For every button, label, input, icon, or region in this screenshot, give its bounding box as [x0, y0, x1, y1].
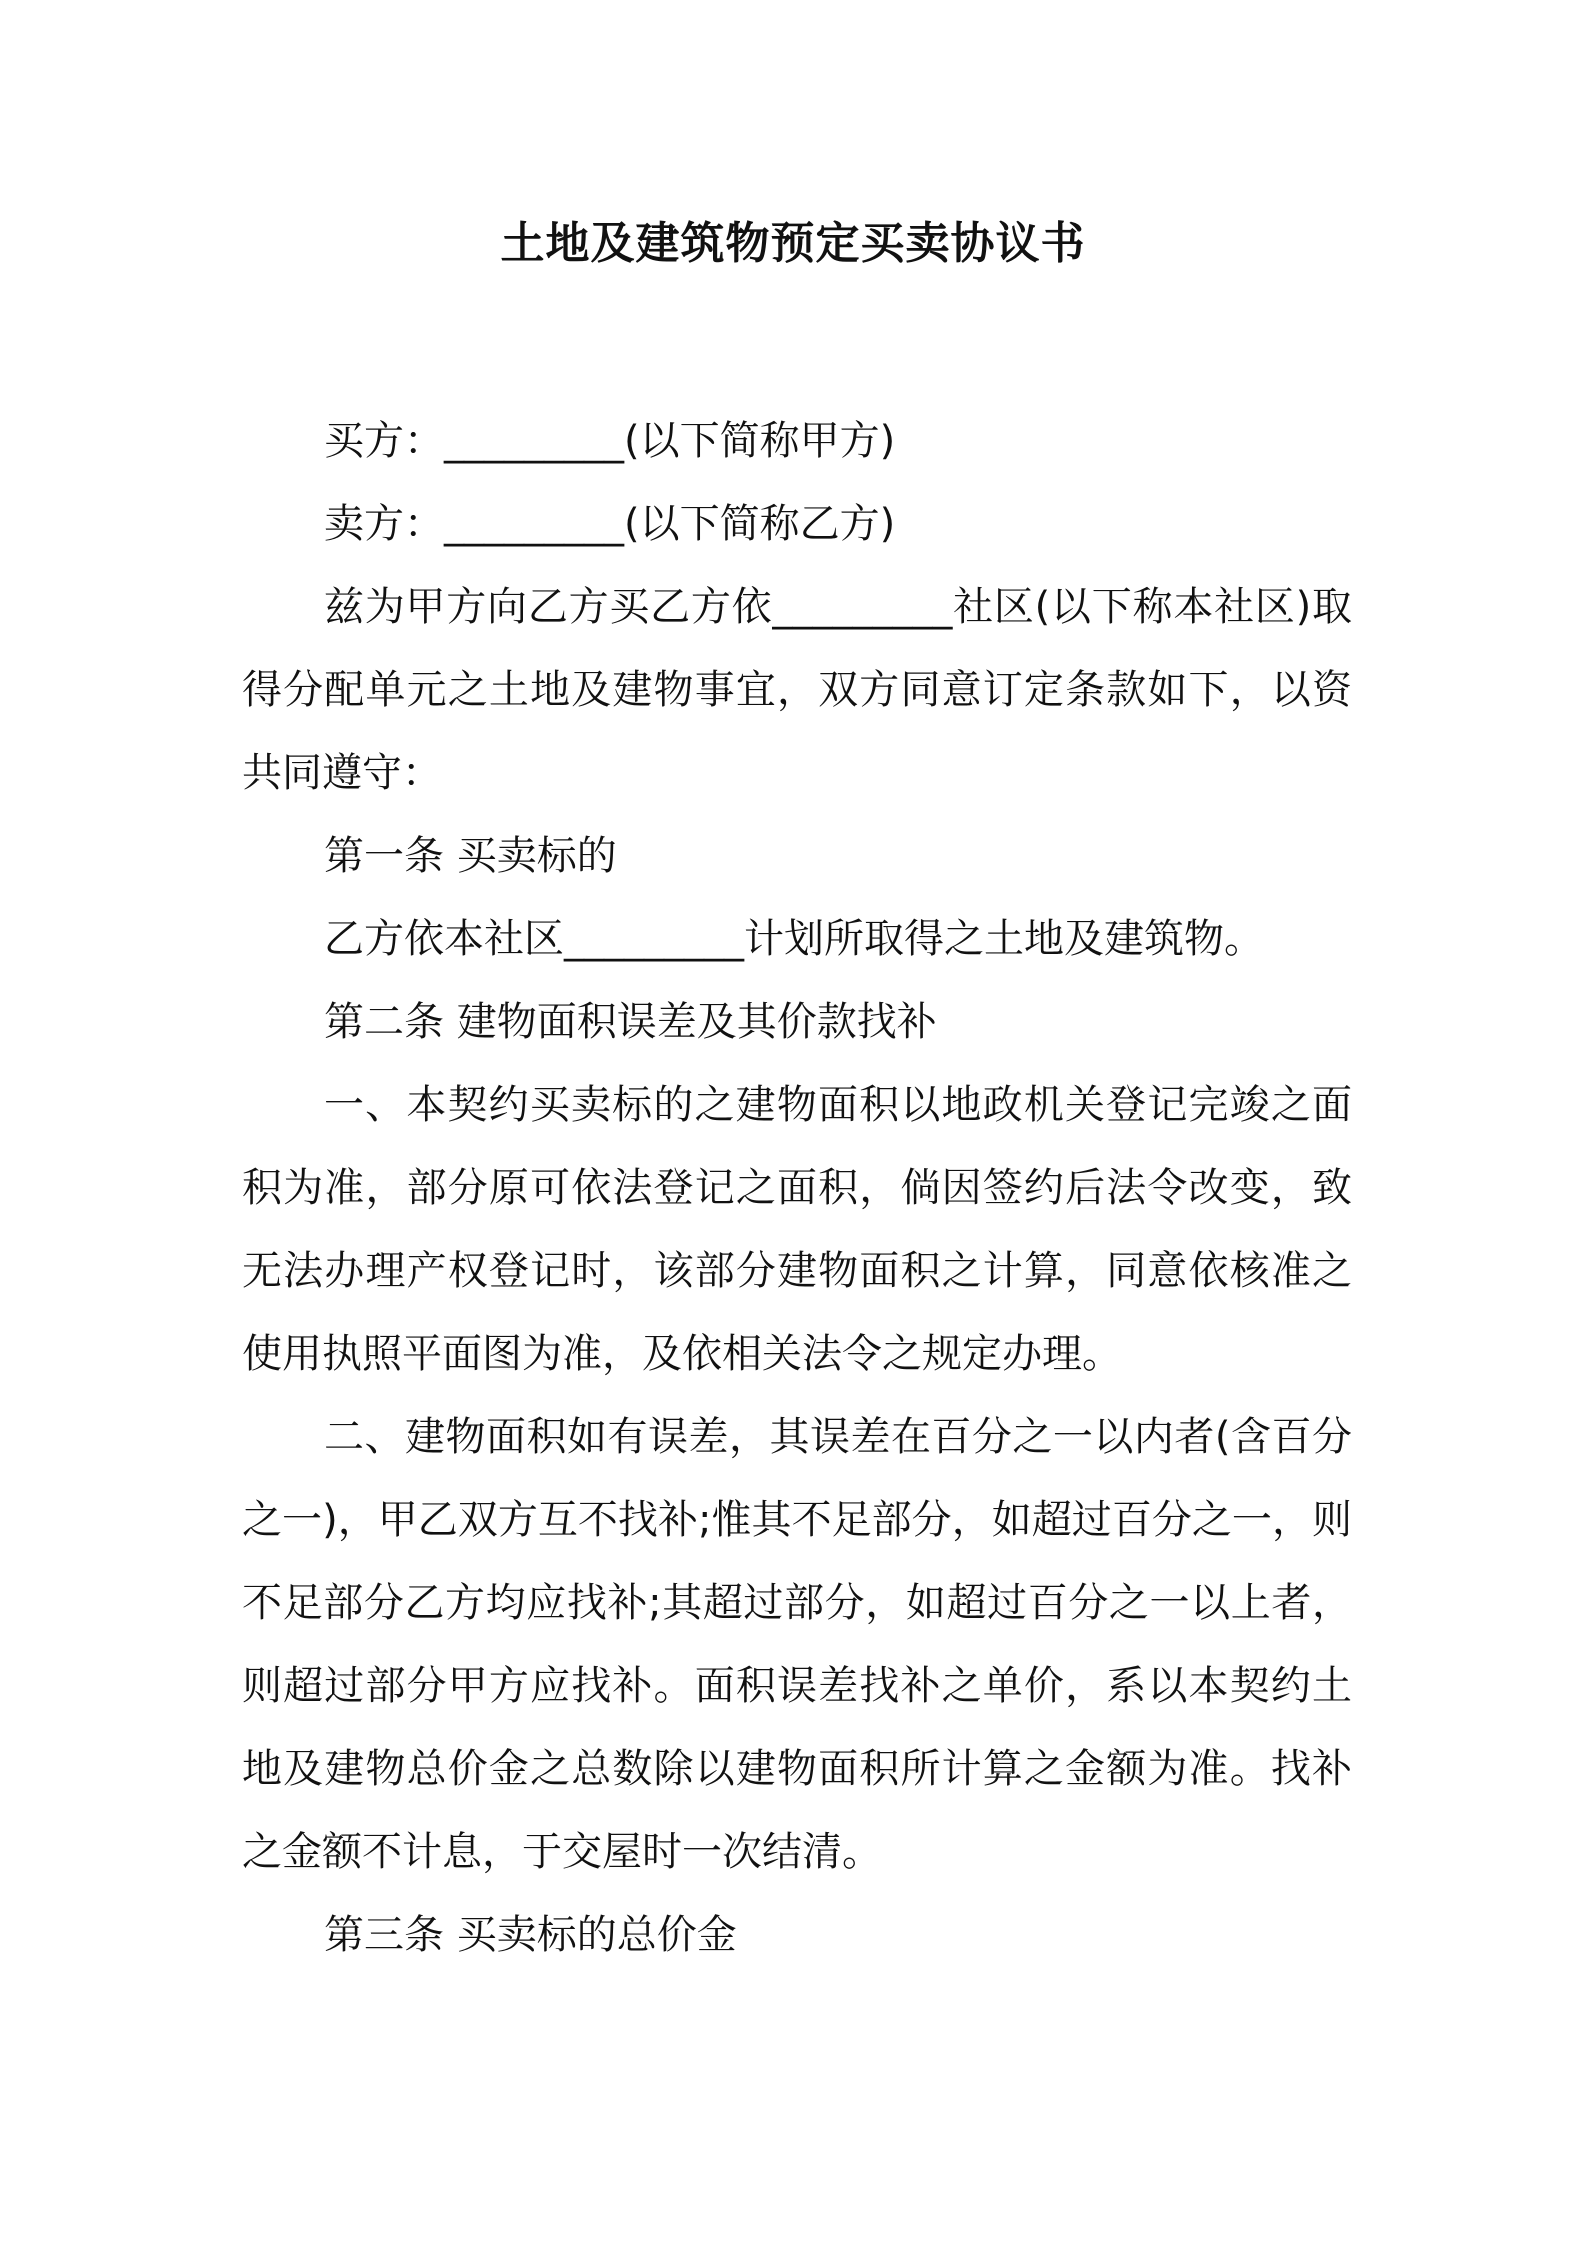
- seller-line: 卖方：_________(以下简称乙方): [324, 501, 896, 547]
- buyer-line: 买方：_________(以下简称甲方): [324, 418, 896, 464]
- intro-paragraph: 兹为甲方向乙方买乙方依_________社区(以下称本社区)取得分配单元之土地及建物事宜，双方同意订定条款如下，以资共同遵守：: [242, 584, 1352, 796]
- article2-paragraph-2: 二、建物面积如有误差，其误差在百分之一以内者(含百分之一)，甲乙双方互不找补;惟其不足部分，如超过百分之一，则不足部分乙方均应找补;其超过部分，如超过百分之一以上者，则超过部分甲方应找补。面积误差找补之单价，系以本契约土地及建物总价金之总数除以建物面积所计算之金额为准。找补之金额不计息，于交屋时一次结清。: [242, 1414, 1352, 1875]
- article1-text: 乙方依本社区_________计划所取得之土地及建筑物。: [324, 916, 1264, 962]
- document-title: 土地及建筑物预定买卖协议书: [500, 218, 1086, 269]
- article3-heading: 第三条 买卖标的总价金: [324, 1912, 737, 1958]
- article2-paragraph-1: 一、本契约买卖标的之建物面积以地政机关登记完竣之面积为准，部分原可依法登记之面积，倘因签约后法令改变，致无法办理产权登记时，该部分建物面积之计算，同意依核准之使用执照平面图为准，及依相关法令之规定办理。: [242, 1082, 1352, 1377]
- document-body: [242, 400, 1352, 1977]
- article2-heading: 第二条 建物面积误差及其价款找补: [324, 999, 937, 1045]
- article1-heading: 第一条 买卖标的: [324, 833, 617, 879]
